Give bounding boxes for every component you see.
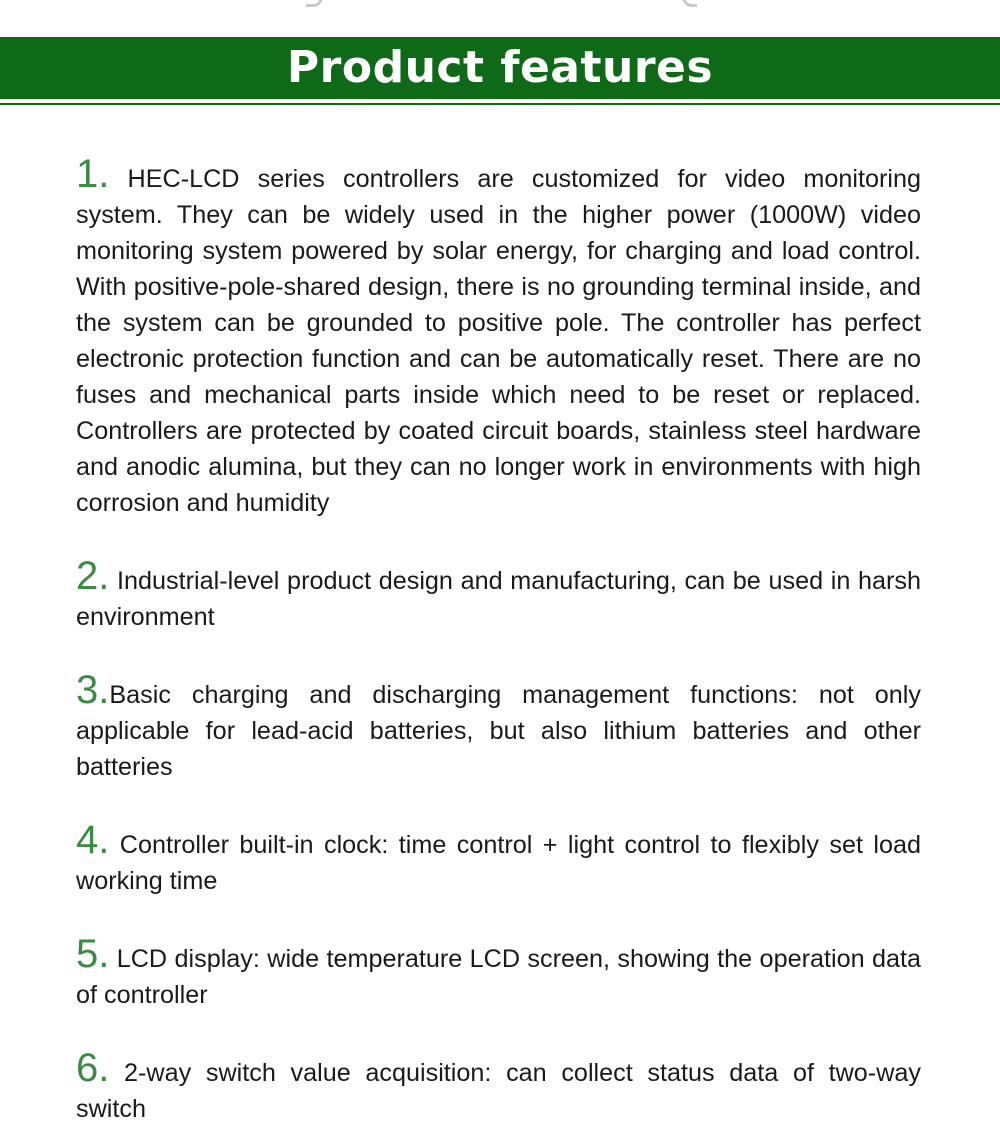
feature-number: 2.: [76, 554, 110, 598]
top-image-remnant: [0, 0, 1000, 8]
feature-list: [76, 152, 921, 1127]
feature-item-2: [76, 554, 921, 635]
feature-number: 3.: [76, 668, 110, 712]
feature-text: LCD display: wide temperature LCD screen, showing the operation data of controller: [76, 945, 921, 1009]
section-banner: [0, 37, 1000, 99]
feature-item-4: [76, 818, 921, 899]
feature-number: 6.: [76, 1046, 110, 1090]
feature-text: Basic charging and discharging management functions: not only applicable for lead-acid batteries, but also lithium batteries and other batteries: [76, 681, 921, 781]
decorative-curve-right: [682, 0, 697, 7]
feature-number: 1.: [76, 152, 110, 196]
feature-text: 2-way switch value acquisition: can collect status data of two-way switch: [76, 1059, 921, 1123]
feature-number: 5.: [76, 932, 110, 976]
decorative-curve-left: [306, 0, 323, 7]
banner-underline: [0, 103, 1000, 105]
feature-item-5: [76, 932, 921, 1013]
feature-text: Controller built-in clock: time control + light control to flexibly set load working time: [76, 831, 921, 895]
feature-number: 4.: [76, 818, 110, 862]
feature-text: Industrial-level product design and manufacturing, can be used in harsh environment: [76, 567, 921, 631]
feature-item-3: [76, 668, 921, 785]
feature-item-6: [76, 1046, 921, 1127]
feature-item-1: [76, 152, 921, 521]
section-title: Product features: [286, 42, 714, 93]
feature-text: HEC-LCD series controllers are customized for video monitoring system. They can be widely used in the higher power (1000W) video monitoring system powered by solar energy, for charging and load control. With positive-pole-shared design, there is no grounding terminal inside, and the system can be grounded to positive pole. The controller has perfect electronic protection function and can be automatically reset. There are no fuses and mechanical parts inside which need to be reset or replaced. Controllers are protected by coated circuit boards, stainless steel hardware and anodic alumina, but they can no longer work in environments with high corrosion and humidity: [76, 165, 921, 517]
